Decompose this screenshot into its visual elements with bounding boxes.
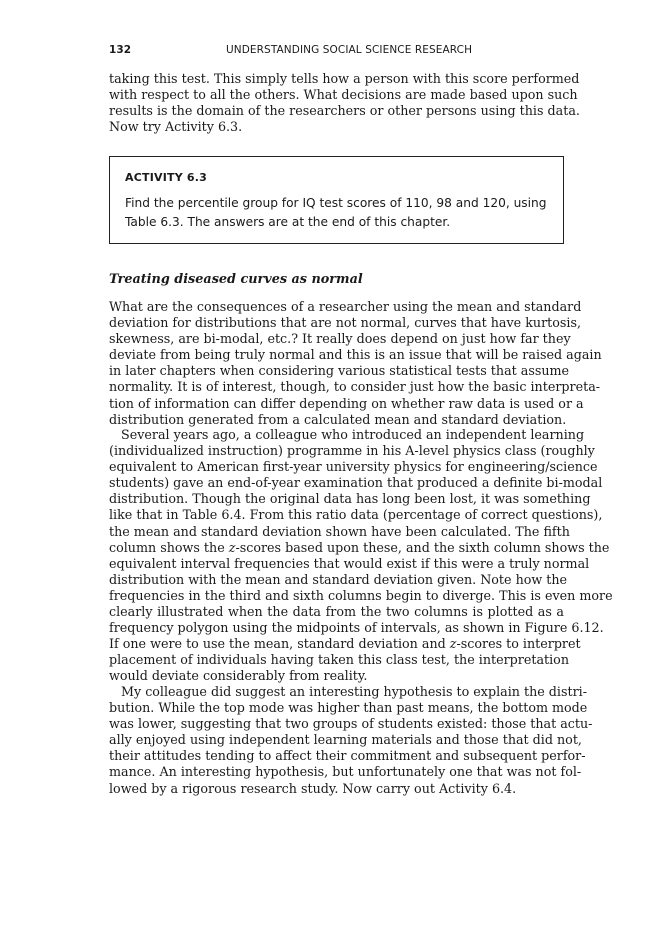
text-line: lowed by a rigorous research study. Now carry out Activity 6.4.: [109, 780, 517, 796]
paragraph-1: [109, 299, 602, 428]
text-line: distribution generated from a calculated mean and standard deviation.: [109, 411, 567, 427]
text-line: tion of information can differ depending on whether raw data is used or a: [109, 395, 584, 411]
text-line: What are the consequences of a researcher using the mean and standard: [109, 299, 582, 314]
text-line: like that in Table 6.4. From this ratio data (percentage of correct questions),: [109, 507, 603, 523]
text-line: in later chapters when considering various statistical tests that assume: [109, 363, 570, 379]
text-line: the mean and standard deviation shown have been calculated. The fifth: [109, 523, 570, 539]
text-line: placement of individuals having taken this class test, the interpretation: [109, 652, 569, 668]
running-head: [109, 44, 564, 60]
text-line: bution. While the top mode was higher than past means, the bottom mode: [109, 700, 588, 716]
activity-text: [125, 194, 550, 232]
text-line: equivalent to American first-year university physics for engineering/science: [109, 459, 598, 475]
text-line: My colleague did suggest an interesting hypothesis to explain the distri-: [121, 684, 587, 699]
text-line: skewness, are bi-modal, etc.? It really does depend on just how far they: [109, 331, 571, 347]
section-heading: Treating diseased curves as normal: [109, 272, 363, 287]
text-line: clearly illustrated when the data from the two columns is plotted as a: [109, 604, 564, 620]
text-line: taking this test. This simply tells how a person with this score performed: [109, 71, 580, 86]
text-line: distribution. Though the original data has long been lost, it was something: [109, 491, 591, 507]
text-line: If one were to use the mean, standard deviation and z-scores to interpret: [109, 636, 581, 652]
activity-box: [109, 156, 564, 244]
text-line: Now try Activity 6.3.: [109, 119, 243, 135]
text-line: ally enjoyed using independent learning materials and those that did not,: [109, 732, 582, 748]
text-line: deviation for distributions that are not normal, curves that have kurtosis,: [109, 315, 581, 331]
page-number: 132: [109, 44, 132, 56]
text-line: results is the domain of the researchers or other persons using this data.: [109, 103, 580, 119]
text-line: with respect to all the others. What decisions are made based upon such: [109, 87, 578, 103]
activity-title: ACTIVITY 6.3: [125, 171, 207, 184]
text-line: students) gave an end-of-year examination that produced a definite bi-modal: [109, 475, 603, 491]
text-line: would deviate considerably from reality.: [109, 668, 368, 684]
paragraph-2: [109, 427, 613, 685]
text-line: (individualized instruction) programme in his A-level physics class (roughly: [109, 443, 595, 459]
paragraph-3: [109, 684, 593, 797]
text-line: frequency polygon using the midpoints of intervals, as shown in Figure 6.12.: [109, 620, 604, 636]
text-line: mance. An interesting hypothesis, but unfortunately one that was not fol-: [109, 764, 582, 780]
text-line: was lower, suggesting that two groups of students existed: those that actu-: [109, 716, 593, 732]
text-line: deviate from being truly normal and this is an issue that will be raised again: [109, 347, 602, 363]
activity-line: Table 6.3. The answers are at the end of this chapter.: [125, 215, 451, 229]
text-line: their attitudes tending to affect their commitment and subsequent perfor-: [109, 748, 586, 764]
text-line: column shows the z-scores based upon these, and the sixth column shows the: [109, 539, 610, 555]
text-line: equivalent interval frequencies that would exist if this were a truly normal: [109, 555, 590, 571]
running-title: UNDERSTANDING SOCIAL SCIENCE RESEARCH: [226, 44, 473, 56]
text-line: frequencies in the third and sixth columns begin to diverge. This is even more: [109, 587, 613, 603]
text-line: normality. It is of interest, though, to consider just how the basic interpreta-: [109, 379, 601, 395]
text-line: distribution with the mean and standard deviation given. Note how the: [109, 571, 568, 587]
intro-paragraph: [109, 71, 580, 135]
activity-line: Find the percentile group for IQ test scores of 110, 98 and 120, using: [125, 196, 547, 210]
text-line: Several years ago, a colleague who introduced an independent learning: [121, 427, 585, 442]
